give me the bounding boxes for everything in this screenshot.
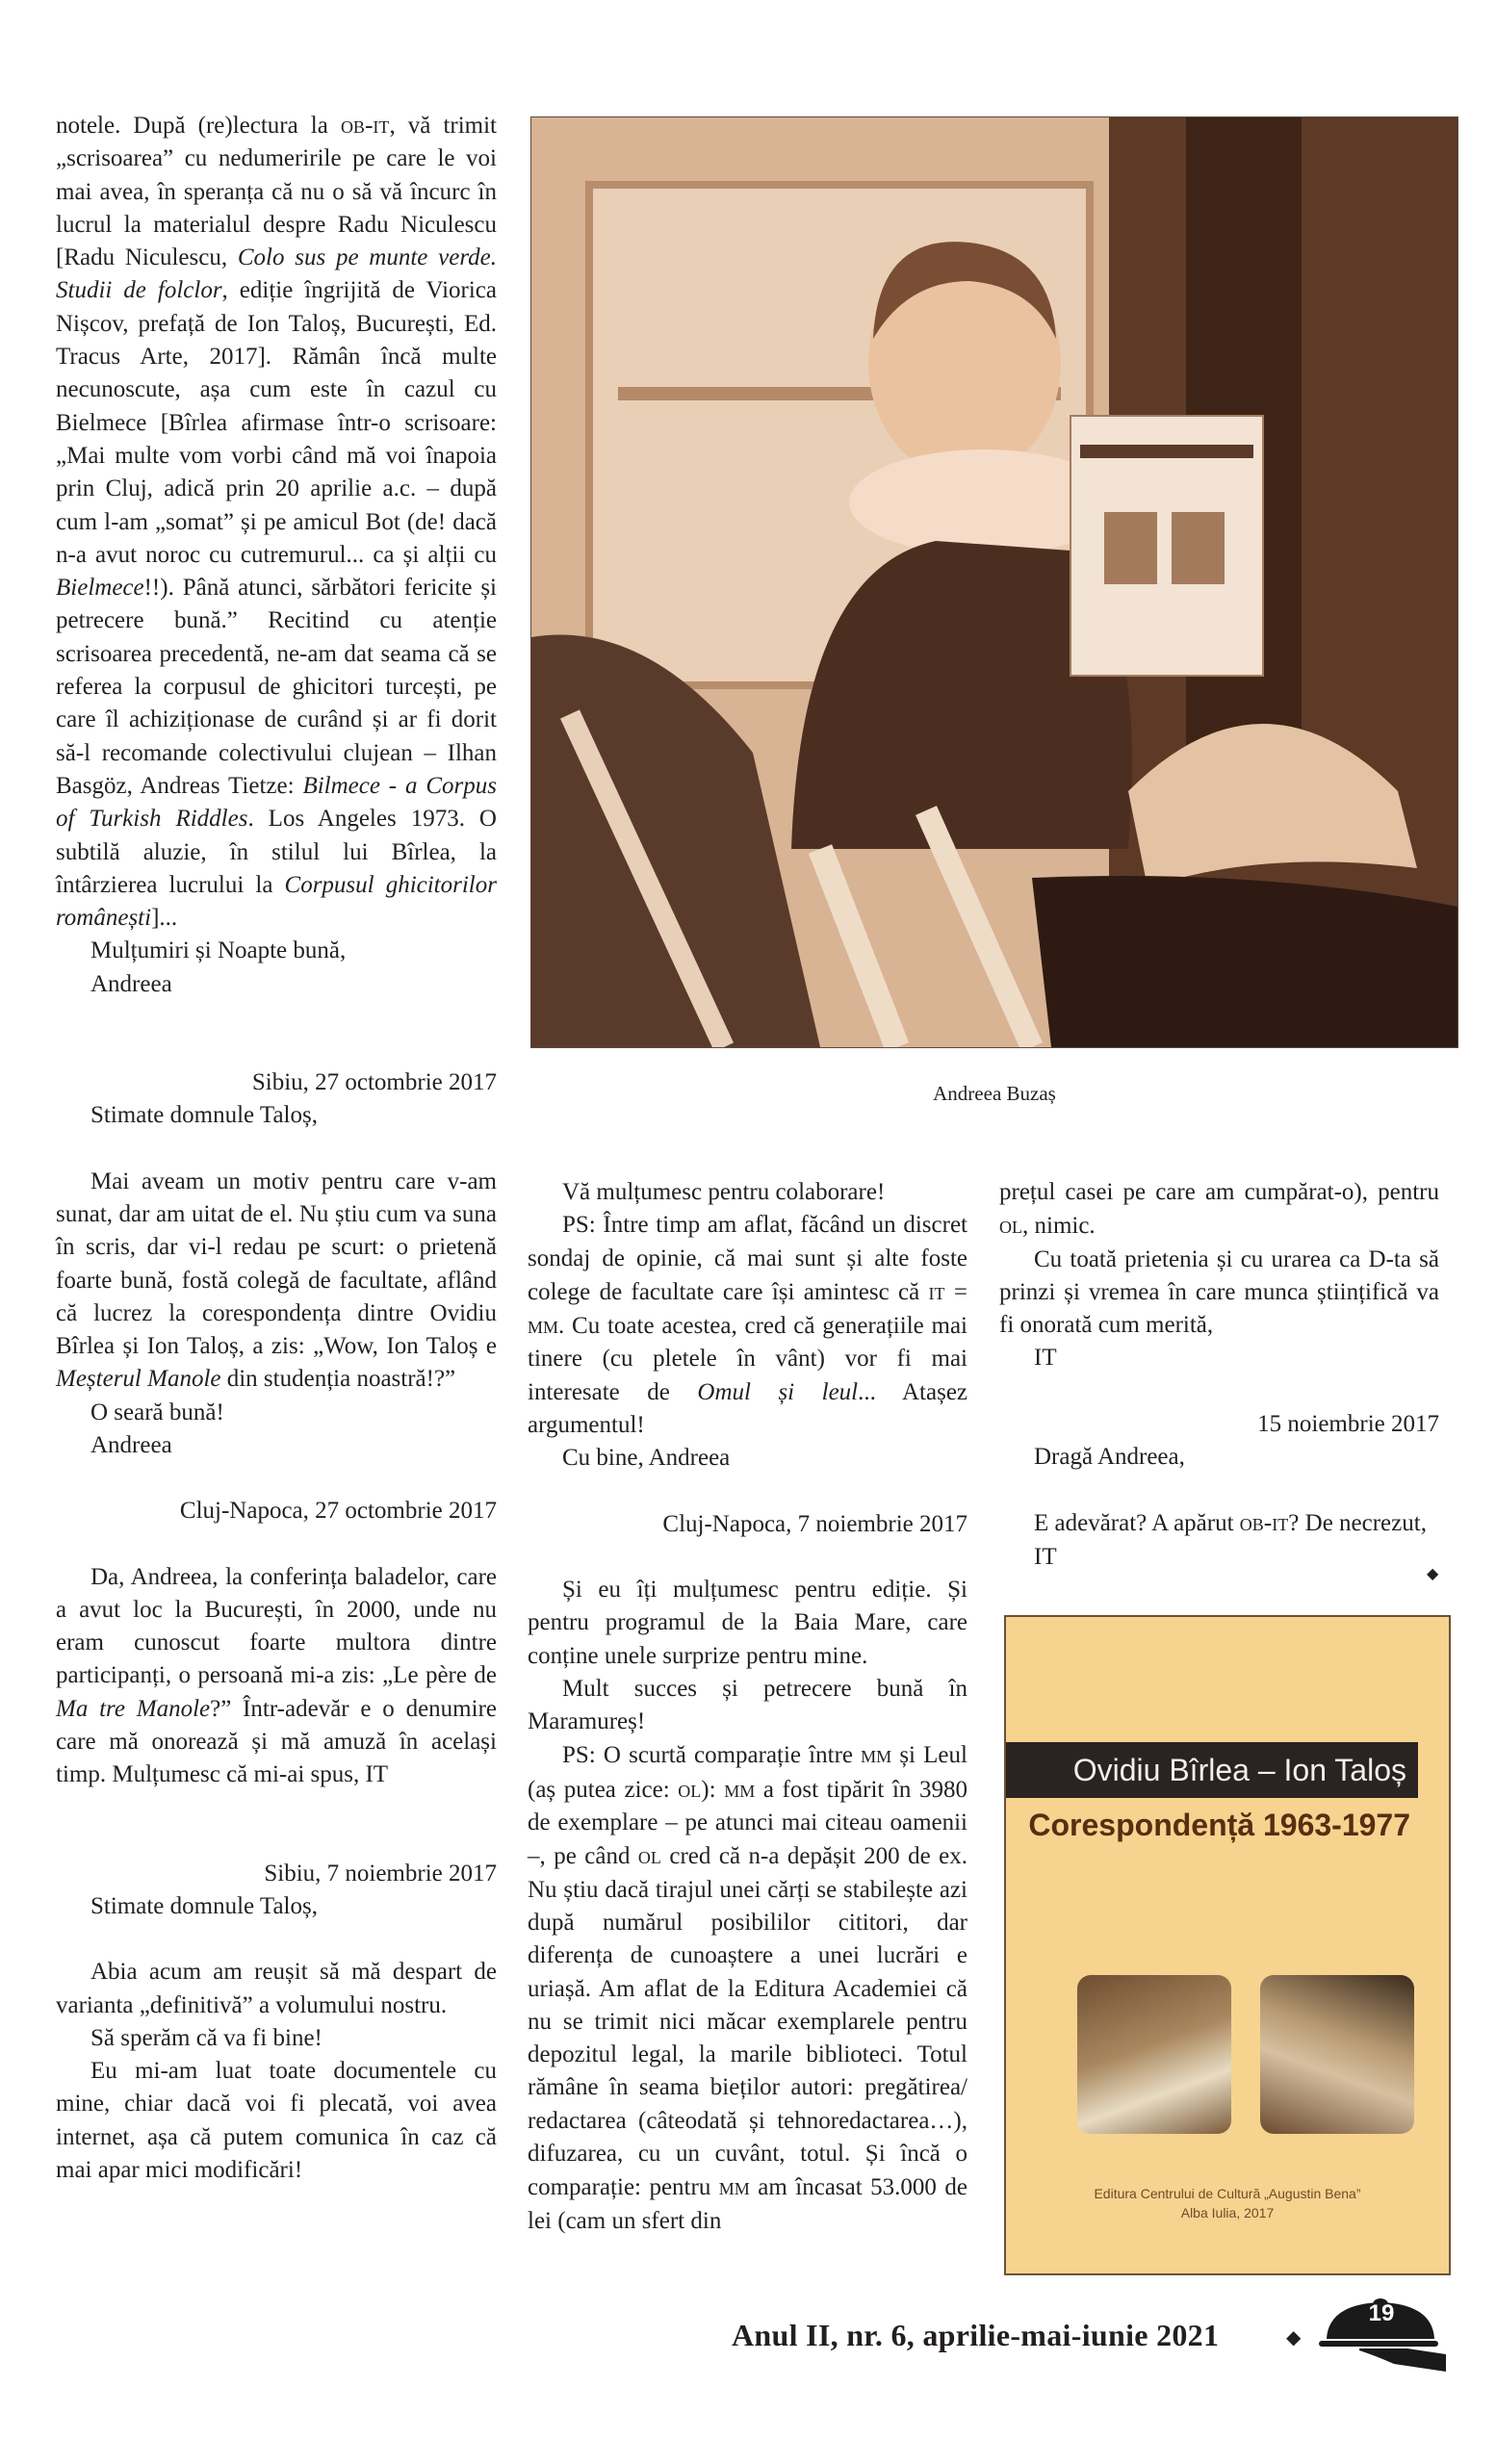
text: , vă trimit „scrisoarea” cu nedumeririle pe care le voi mai avea, în speranța că nu o să vă încurc în lucrul la materialul despre Radu Niculescu [Radu Niculescu, bbox=[56, 113, 497, 271]
text: Mai aveam un motiv pentru care v-am sunat, dar am uitat de el. Nu știu cum va suna în scris, dar vi-l redau pe scurt: o prietenă foarte bună, fostă colegă de facultate, aflând că lucrez la corespondența dintre Ovidiu Bîrlea și Ion Taloș, a zis: „Wow, Ion Taloș e bbox=[56, 1168, 497, 1360]
paragraph: Și eu îți mulțumesc pentru ediție. Și pentru programul de la Baia Mare, care conține unele surprize pentru mine. bbox=[528, 1576, 967, 1669]
book-title: Colo sus pe munte verde. Studii de folclor bbox=[56, 244, 497, 304]
paragraph: Abia acum am reușit să mă despart de varianta „definitivă” a volumului nostru. bbox=[56, 1959, 497, 2018]
abbrev: mm bbox=[724, 1774, 756, 1803]
paragraph: Vă mulțumesc pentru colaborare! bbox=[562, 1179, 886, 1205]
signature: Andreea bbox=[90, 970, 172, 997]
letter-date: Cluj-Napoca, 7 noiembrie 2017 bbox=[662, 1510, 967, 1537]
book-title: Omul și leul bbox=[697, 1378, 859, 1405]
signature: Andreea bbox=[90, 1431, 172, 1458]
portrait-ion-talos bbox=[1260, 1975, 1414, 2134]
text: ]... bbox=[151, 905, 178, 932]
salutation: Stimate domnule Taloș, bbox=[90, 1892, 318, 1919]
paragraph: Mult succes și petrecere bună în Maramureș! bbox=[528, 1675, 967, 1735]
closing: O seară bună! bbox=[90, 1399, 224, 1425]
text: și Leul (aș putea zice: bbox=[528, 1742, 967, 1803]
book-cover bbox=[1004, 1615, 1451, 2275]
italic-text: Ma tre Manole bbox=[56, 1695, 211, 1722]
abbrev: ol bbox=[678, 1774, 702, 1803]
letter-date: Cluj-Napoca, 27 octombrie 2017 bbox=[179, 1498, 497, 1525]
text: PS: Între timp am aflat, făcând un discret sondaj de opinie, că mai sunt și alte foste colege de facultate care își amintesc că bbox=[528, 1212, 967, 1305]
portrait-ovidiu-birlea bbox=[1077, 1975, 1231, 2134]
end-of-article-mark: ◆ bbox=[1427, 1566, 1439, 1582]
book-cover-place-year: Alba Iulia, 2017 bbox=[1180, 2205, 1275, 2220]
text: ?” Într-adevăr e o denumire care mă onorează și mă amuză în același timp. Mulțumesc că mi-ai spus, IT bbox=[56, 1695, 497, 1788]
closing: Mulțumiri și Noapte bună, bbox=[90, 937, 347, 964]
signature: IT bbox=[1034, 1543, 1057, 1570]
paragraph: Eu mi-am luat toate documentele cu mine, chiar dacă voi fi plecată, voi avea internet, așa că putem comunica în caz că mai apar mici modificări! bbox=[56, 2058, 497, 2184]
abbrev: mm bbox=[718, 2172, 750, 2201]
abbrev: it bbox=[928, 1276, 945, 1305]
text: = bbox=[944, 1278, 967, 1305]
paragraph bbox=[999, 1176, 1439, 1244]
book-title: Bilmece - a Corpus of Turkish Riddles bbox=[56, 772, 497, 833]
text: E adevărat? A apărut bbox=[1034, 1510, 1240, 1537]
photo-andreea-buzas bbox=[530, 116, 1458, 1048]
footer-separator: ◆ bbox=[1286, 2327, 1302, 2348]
abbrev: ol bbox=[637, 1841, 661, 1870]
page-number: 19 bbox=[1368, 2300, 1395, 2326]
book-cover-authors: Ovidiu Bîrlea – Ion Taloș bbox=[1006, 1742, 1418, 1798]
text: ? De necrezut, bbox=[1288, 1510, 1427, 1537]
right-column bbox=[999, 1176, 1439, 1574]
abbrev: mm bbox=[861, 1740, 892, 1769]
postscript bbox=[528, 1738, 967, 2237]
photo-illustration bbox=[531, 117, 1457, 1047]
paragraph bbox=[56, 1561, 497, 1792]
text: notele. După (re)lectura la bbox=[56, 113, 341, 139]
italic-text: Bielmece bbox=[56, 575, 144, 602]
text: !!). Până atunci, sărbători fericite și petrecere bună.” Recitind cu atenție scrisoarea precedentă, ne-am dat seama că se referea la corpusul de ghicitori turcești, pe care îl achiziționase de curând și ar fi dorit să-l recomande colectivului clujean – Ilhan Basgöz, Andreas Tietze: bbox=[56, 575, 497, 799]
text: cred că n-a depășit 200 de ex. Nu știu dacă tirajul unei cărți se stabilește azi după numărul posibililor cititori, dar diferența de cunoaștere a unei lucrări e uriașă. Am aflat de la Editura Academiei că nu se trimit nici măcar exemplarele pentru depozitul legal, la marile biblioteci. Totul rămâne în seama bieților autori: pregătirea/ redactarea (câteodată și tehnoredactarea…), difuzarea, cu un cuvânt, totul. Și încă o comparație: pentru bbox=[528, 1843, 968, 2201]
signature: Cu bine, Andreea bbox=[562, 1445, 731, 1472]
text: . Los Angeles 1973. O subtilă aluzie, în stilul lui Bîrlea, la întârzierea lucrului la bbox=[56, 806, 497, 898]
text: , nimic. bbox=[1022, 1213, 1096, 1240]
text: Da, Andreea, la conferința baladelor, care a avut loc la București, în 2000, unde nu eram cunoscut foarte multora dintre participanți, o persoană mi-a zis: „Le père de bbox=[56, 1563, 497, 1689]
signature: IT bbox=[1034, 1345, 1057, 1372]
issue-info: Anul II, nr. 6, aprilie-mai-iunie 2021 bbox=[732, 2318, 1220, 2352]
text: PS: O scurtă comparație între bbox=[562, 1742, 862, 1769]
abbrev: ol bbox=[999, 1211, 1022, 1240]
abbrev: ob-it bbox=[1239, 1508, 1289, 1537]
text: ... Atașez argumentul! bbox=[528, 1378, 968, 1439]
text: . Cu toate acestea, cred că generațiile mai tinere (cu pletele în vânt) vor fi mai interesate de bbox=[528, 1313, 967, 1405]
letter-date: Sibiu, 27 octombrie 2017 bbox=[251, 1069, 497, 1096]
italic-text: Meșterul Manole bbox=[56, 1366, 221, 1393]
left-column bbox=[56, 109, 497, 2187]
text: ): bbox=[701, 1776, 725, 1803]
salutation: Stimate domnule Taloș, bbox=[90, 1102, 318, 1129]
text: a fost tipărit în 3980 de exemplare – pe atunci mai citeau oamenii –, pe când bbox=[528, 1776, 967, 1870]
salutation: Dragă Andreea, bbox=[1034, 1444, 1185, 1471]
book-cover-publisher: Editura Centrului de Cultură „Augustin Bena” bbox=[1094, 2186, 1361, 2201]
paragraph: Cu toată prietenia și cu urarea ca D-ta să prinzi și vremea în care munca științifică va fi onorată cum merită, bbox=[999, 1245, 1439, 1339]
paragraph bbox=[56, 109, 497, 935]
text: prețul casei pe care am cumpărat-o), pentru bbox=[999, 1179, 1439, 1205]
text: , ediție îngrijită de Viorica Nișcov, prefață de Ion Taloș, București, Ed. Tracus Arte, 2017]. Rămân încă multe necunoscute, așa cum este în cazul cu Bielmece [Bîrlea afirmase într-o scrisoare: „Mai multe vom vorbi când mă voi înapoia prin Cluj, adică prin 20 aprilie a.c. – după cum l-am „somat” și pe amicul Bot (de! dacă n-a avut noroc cu cutremurul... ca și alții cu bbox=[56, 277, 497, 568]
text: din studenția noastră!?” bbox=[220, 1366, 456, 1393]
paragraph bbox=[56, 1166, 497, 1397]
letter-date: 15 noiembrie 2017 bbox=[1257, 1410, 1439, 1437]
paragraph bbox=[999, 1506, 1439, 1540]
photo-caption: Andreea Buzaș bbox=[933, 1082, 1056, 1105]
book-cover-title: Corespondență 1963-1977 bbox=[1028, 1808, 1410, 1842]
letter-date: Sibiu, 7 noiembrie 2017 bbox=[264, 1860, 497, 1886]
middle-column bbox=[528, 1176, 967, 2238]
text: am încasat 53.000 de lei (cam un sfert din bbox=[528, 2174, 967, 2234]
abbrev: mm bbox=[528, 1311, 559, 1340]
postscript bbox=[528, 1209, 967, 1442]
book-title: Corpusul ghicitorilor românești bbox=[56, 871, 497, 932]
paragraph: Să sperăm că va fi bine! bbox=[90, 2024, 322, 2051]
abbrev: ob-it bbox=[340, 111, 390, 139]
